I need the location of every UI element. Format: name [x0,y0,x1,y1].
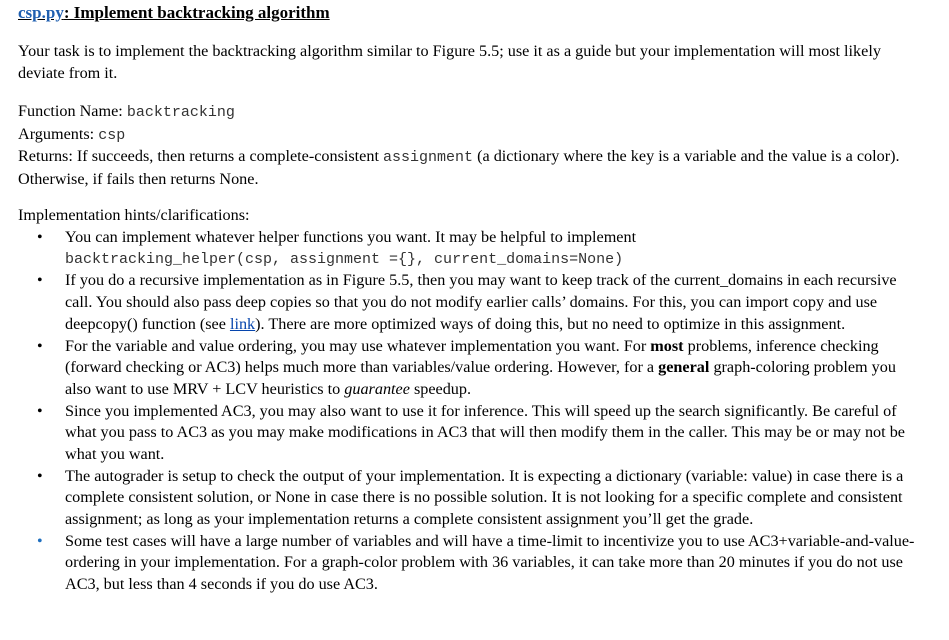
helper-signature: backtracking_helper(csp, assignment ={}, current_domains=None) [65,250,624,268]
returns-line: Returns: If succeeds, then returns a complete-consistent assignment (a dictionary where the key is a variable and the value is a color). Otherwise, if fails then returns None. [18,147,900,188]
bullet-icon: • [37,229,43,246]
function-name: backtracking [126,104,235,121]
bullet-icon: • [37,337,43,355]
intro-paragraph: Your task is to implement the backtracking algorithm similar to Figure 5.5; use it as a guide but your implementation will most likely deviate from it. [18,42,881,82]
bullet-icon: • [37,532,43,550]
hint-item: • The autograder is setup to check the output of your implementation. It is expecting a dictionary (variable: value) in case there is a complete consistent solution, or None in case there is no possible solution. It is not looking for a specific complete and consistent assignment; as long as your implementation returns a complete consistent assignment you’ll get the grade. [37,466,904,528]
returns-code: assignment [383,149,474,167]
hint-item: • For the variable and value ordering, you may use whatever implementation you want. For most problems, inference checking (forward checking or AC3) helps much more than variables/value ordering. However, for a general graph-coloring problem you also want to use MRV + LCV heuristics to guarantee speedup. [37,336,896,398]
hint-item: • You can implement whatever helper functions you want. It may be helpful to implement backtracking_helper(csp, assignment ={}, current_domains=None) [18,227,923,270]
function-name-line: Function Name: backtracking [18,102,235,121]
heading-title: : Implement backtracking algorithm [63,3,330,22]
hint-item: • Since you implemented AC3, you may also want to use it for inference. This will speed up the search significantly. Be careful of what you pass to AC3 as you may make modifications in AC3 that will then modify them in the caller. This may be or may not be what you want. [37,401,905,463]
hint-item: • Some test cases will have a large number of variables and will have a time-limit to incentivize you to use AC3+variable-and-value-ordering in your implementation. For a graph-color problem with 36 variables, it can take more than 20 minutes if you do not use AC3, but less than 4 seconds if you do use AC3. [37,531,915,593]
hints-title: Implementation hints/clarifications: [18,206,250,224]
function-spec [18,101,923,190]
section-heading [18,2,330,24]
bullet-icon: • [37,467,43,485]
arguments-line: Arguments: csp [18,124,126,144]
deepcopy-link[interactable]: link [229,314,256,333]
bullet-icon: • [37,402,43,420]
hints-list [18,227,923,596]
file-name: csp.py [18,3,64,22]
hint-item: • If you do a recursive implementation as in Figure 5.5, then you may want to keep track of the current_domains in each recursive call. You should also pass deep copies so that you do not modify earlier calls’ domains. For this, you can import copy and use deepcopy() function (see link). There are more optimized ways of doing this, but no need to optimize in this assignment. [37,271,897,333]
argument-name: csp [98,126,126,144]
bullet-icon: • [37,272,43,290]
